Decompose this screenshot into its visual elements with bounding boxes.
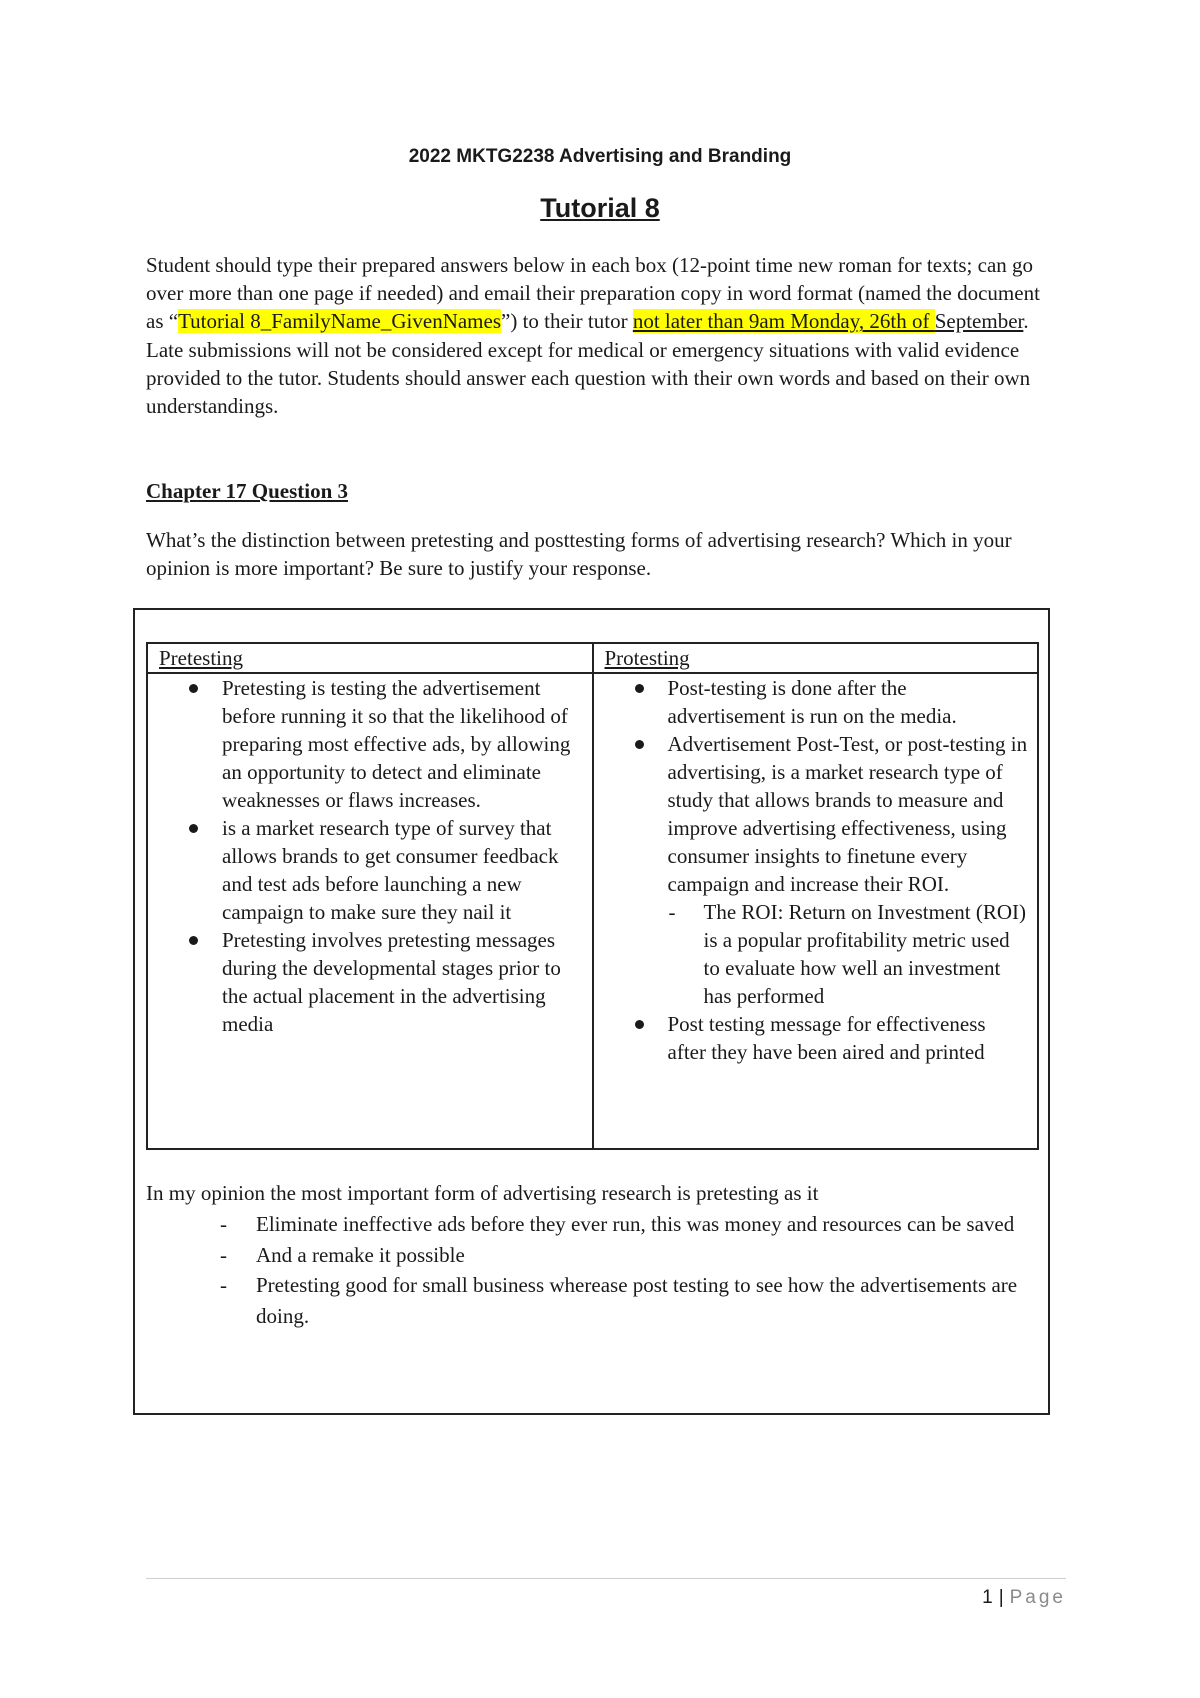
instructions-part3: . Late submissions will not be considered except for medical or emergency situations with valid evidence provided to the tutor. Students should answer each question with their own words and based on their own understandings. (146, 309, 1031, 419)
tutorial-title: Tutorial 8 (540, 193, 660, 223)
page-number: 1 (982, 1587, 993, 1608)
deadline-highlight: not later than 9am Monday, 26th of (632, 309, 935, 334)
list-item (668, 730, 1030, 1010)
instructions-part2: ”) to their tutor (501, 309, 633, 334)
question-text: What’s the distinction between pretesting and posttesting forms of advertising research? Which in your opinion is more important? Be sure to justify your response. (146, 528, 1012, 581)
posttesting-cell (593, 673, 1039, 1149)
pretesting-cell (147, 673, 593, 1149)
course-title: 2022 MKTG2238 Advertising and Branding (408, 146, 792, 167)
instructions-paragraph (146, 251, 1056, 420)
question-heading: Chapter 17 Question 3 (146, 479, 349, 503)
list-item: - Eliminate ineffective ads before they ever run, this was money and resources can be saved (256, 1209, 1046, 1240)
posttesting-header: Protesting (593, 643, 1039, 673)
footer-separator: | (998, 1587, 1004, 1608)
list-item: - Pretesting good for small business wherease post testing to see how the advertisements are doing. (256, 1270, 1046, 1331)
page-label: Page (1009, 1587, 1066, 1608)
sub-list-item: - The ROI: Return on Investment (ROI) is a popular profitability metric used to evaluate how well an investment has performed (704, 898, 1030, 1010)
list-item: Post-testing is done after the advertisement is run on the media. (668, 674, 1030, 730)
comparison-table (146, 642, 1039, 1150)
filename-highlight: Tutorial 8_FamilyName_GivenNames (178, 309, 502, 334)
page-footer (982, 1587, 1066, 1609)
answer-box (133, 608, 1050, 1415)
opinion-intro: In my opinion the most important form of advertising research is pretesting as it (146, 1181, 819, 1205)
deadline-month: September (934, 309, 1024, 334)
list-item-text: Advertisement Post-Test, or post-testing in advertising, is a market research type of study that allows brands to measure and improve advertising effectiveness, using consumer insights to finetune every campaign and increase their ROI. (667, 732, 1028, 896)
pretesting-header: Pretesting (147, 643, 593, 673)
list-item: Pretesting is testing the advertisement before running it so that the likelihood of preparing most effective ads, by allowing an opportunity to detect and eliminate weaknesses or flaws increases. (222, 674, 584, 814)
footer-divider (146, 1578, 1066, 1579)
list-item: is a market research type of survey that allows brands to get consumer feedback and test ads before launching a new campaign to make sure they nail it (222, 814, 584, 926)
instructions-part1: Student should type their prepared answers below in each box (12-point time new roman for texts; can go over more than one page if needed) and email their preparation copy in word format (named the document as “ (146, 253, 1040, 334)
list-item: Pretesting involves pretesting messages during the developmental stages prior to the actual placement in the advertising media (222, 926, 584, 1038)
list-item: - And a remake it possible (256, 1240, 1046, 1271)
opinion-points (146, 1209, 1046, 1331)
list-item: Post testing message for effectiveness after they have been aired and printed (668, 1010, 1030, 1066)
